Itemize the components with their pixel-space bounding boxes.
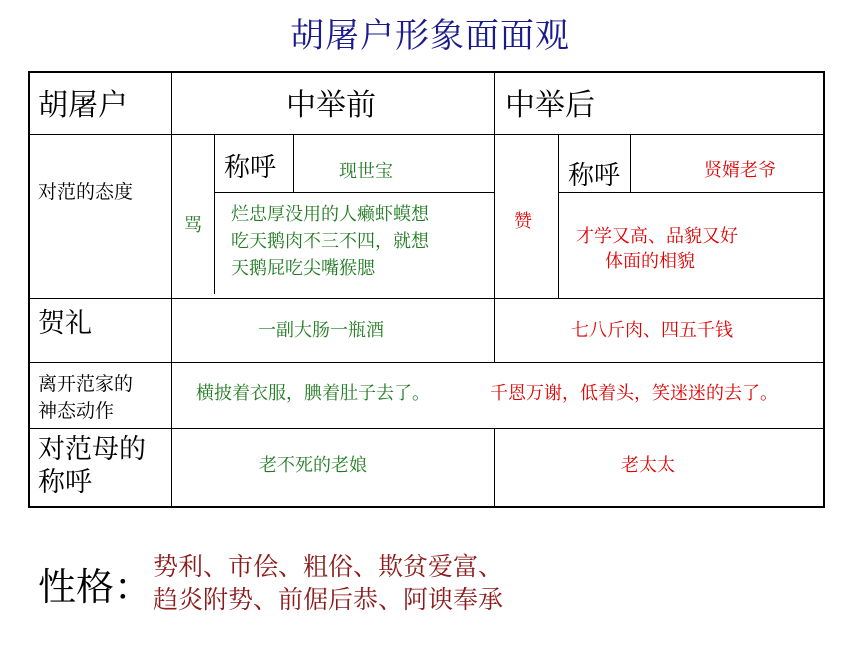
col-divider bbox=[171, 71, 172, 508]
row-divider bbox=[28, 134, 825, 135]
leaving-before: 横披着衣服，腆着肚子去了。 bbox=[196, 383, 430, 404]
leaving-after: 千恩万谢，低着头，笑迷迷的去了。 bbox=[490, 383, 778, 404]
header-before: 中举前 bbox=[286, 88, 376, 123]
gift-before: 一副大肠一瓶酒 bbox=[258, 320, 384, 341]
after-address-label: 称呼 bbox=[568, 161, 621, 191]
sub-divider bbox=[293, 134, 294, 192]
row-label-mother-line: 称呼 bbox=[38, 467, 92, 498]
after-words-line: 才学又高、品貌又好 bbox=[576, 226, 738, 247]
after-address-value: 贤婿老爷 bbox=[704, 160, 776, 181]
col-divider bbox=[494, 428, 495, 508]
personality-label: 性格： bbox=[38, 565, 153, 609]
table-border-left bbox=[28, 71, 30, 508]
row-divider bbox=[28, 362, 825, 363]
mother-after: 老太太 bbox=[621, 455, 675, 476]
row-label-attitude: 对范的态度 bbox=[38, 181, 134, 203]
header-name: 胡屠户 bbox=[38, 88, 128, 123]
personality-line: 趋炎附势、前倨后恭、阿谀奉承 bbox=[153, 585, 504, 614]
after-verb: 赞 bbox=[514, 211, 532, 232]
before-words-line: 烂忠厚没用的人癞虾蟆想 bbox=[231, 204, 429, 225]
header-after: 中举后 bbox=[505, 88, 595, 123]
before-address-label: 称呼 bbox=[224, 153, 277, 183]
gift-after: 七八斤肉、四五千钱 bbox=[571, 320, 733, 341]
personality-line: 势利、市侩、粗俗、欺贫爱富、 bbox=[153, 552, 504, 581]
before-address-value: 现世宝 bbox=[339, 161, 393, 182]
before-words-line: 天鹅屁吃尖嘴猴腮 bbox=[231, 258, 375, 279]
col-divider bbox=[494, 71, 495, 362]
mother-before: 老不死的老娘 bbox=[259, 455, 367, 476]
table-border-bottom bbox=[28, 506, 825, 508]
table-border-right bbox=[823, 71, 825, 508]
table-border-top bbox=[28, 71, 825, 73]
row-label-mother-line: 对范母的 bbox=[38, 434, 146, 465]
row-label-leaving-line: 神态动作 bbox=[38, 400, 115, 422]
after-words-line: 体面的相貌 bbox=[605, 251, 695, 272]
before-words-line: 吃天鹅肉不三不四，就想 bbox=[231, 231, 429, 252]
before-verb: 骂 bbox=[184, 215, 202, 236]
sub-divider bbox=[214, 134, 215, 294]
sub-divider bbox=[558, 192, 824, 193]
row-divider bbox=[28, 428, 825, 429]
row-label-leaving-line: 离开范家的 bbox=[38, 373, 134, 395]
row-label-gift: 贺礼 bbox=[38, 308, 92, 339]
personality-traits bbox=[153, 550, 503, 616]
row-divider bbox=[28, 298, 825, 299]
sub-divider bbox=[558, 134, 559, 298]
sub-divider bbox=[630, 134, 631, 192]
sub-divider bbox=[214, 192, 494, 193]
page-title: 胡屠户形象面面观 bbox=[290, 16, 570, 56]
